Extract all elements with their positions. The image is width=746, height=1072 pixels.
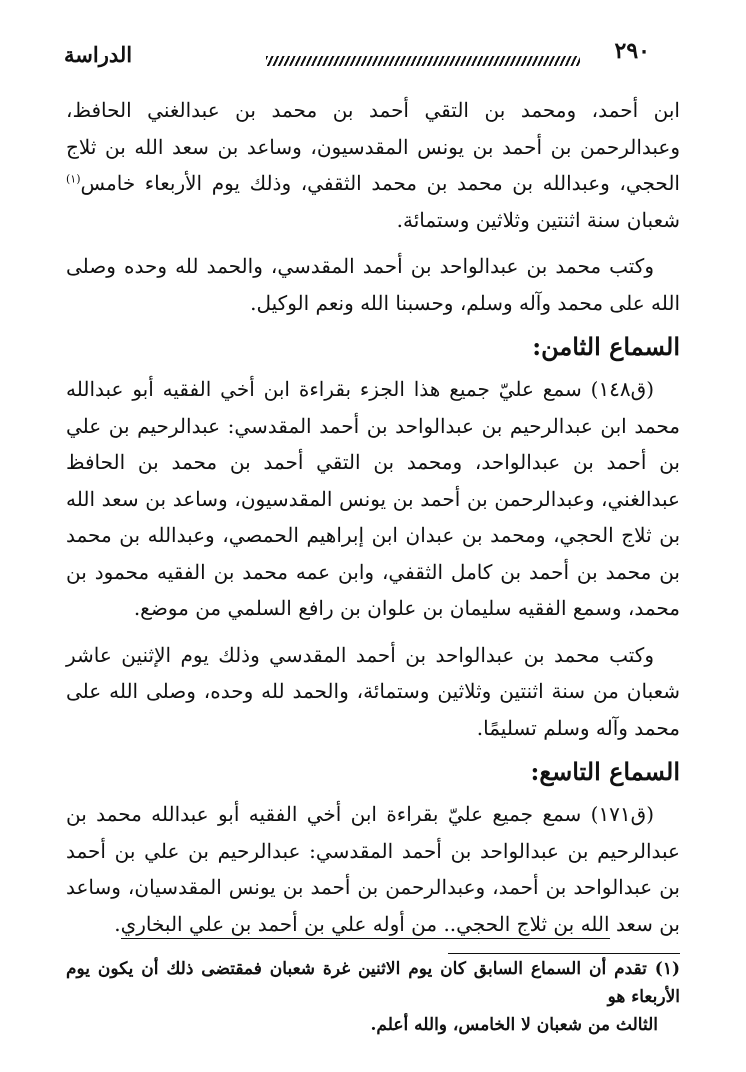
ninth-hearing-paragraph [66,796,680,942]
text-line: عبدالواحد، ومحمد بن التقي أحمد بن محمد بن الحافظ عبدالغني، وعبدالرحمن بن [66,450,680,511]
text-line: ابن إبراهيم الحمصي، وعبدالله بن محمد بن محمد بن أحمد بن كامل الثقفي، وابن [66,523,680,584]
text-line: من سنة اثنتين وثلاثين وستمائة، والحمد لله وحده، وصلى الله على محمد وآله [66,679,680,740]
footnote-divider [448,953,680,954]
section-heading-ninth-hearing: السماع التاسع: [530,757,680,786]
text-line: محمد بن محمد الثقفي، وذلك يوم الأربعاء خامس [80,171,503,195]
text-line: السلمي من موضع. [133,596,292,620]
main-text [66,92,680,942]
text-line: . [114,911,121,936]
text-line: عمه محمد بن الفقيه محمود بن محمد، وسمع الفقيه سليمان بن علوان بن رافع [66,559,680,620]
text-line: وستمائة. [396,207,470,232]
text-line: وكتب محمد بن عبدالواحد بن أحمد المقدسي، والحمد لله وحده وصلى الله [66,254,680,315]
text-line: ابن أحمد، ومحمد بن التقي أحمد بن محمد بن عبدالغني الحافظ، وعبدالرحمن بن [66,98,681,159]
eighth-hearing-paragraph [66,371,680,627]
text-line: عبدالواحد بن أحمد، وعبدالرحمن بن أحمد بن يونس المقدسيان، وساعد بن سعد [66,875,680,936]
text-line: ابن عبدالرحيم بن عبدالواحد بن أحمد المقدسي: عبدالرحيم بن علي بن أحمد بن [66,413,680,474]
footnote-line [66,955,680,1011]
text-line: عبدالرحيم بن عبدالواحد بن أحمد المقدسي: عبدالرحيم بن علي بن أحمد بن [66,838,680,899]
intro-paragraph [66,92,680,238]
page-header [64,38,650,78]
text-line: (ق١٧١) سمع جميع عليّ بقراءة ابن أخي الفقيه أبو عبدالله محمد بن [66,802,654,826]
header-hatched-rule [266,56,580,66]
text-line: (ق١٤٨) سمع عليّ جميع هذا الجزء بقراءة ابن أخي الفقيه أبو عبدالله محمد [66,377,681,438]
page-number: ٢٩٠ [614,38,650,64]
footnote [66,955,680,1039]
text-line: أحمد بن يونس المقدسيون، وساعد بن سعد الله بن ثلاج الحجي، ومحمد بن عبدان [66,486,681,547]
text-line: شعبان سنة اثنتين وثلاثين [475,207,680,232]
scribe-paragraph [66,637,680,747]
footnote-number: (١) [654,959,680,979]
section-heading-eighth-hearing: السماع الثامن: [532,332,680,361]
scribe-paragraph [66,248,680,321]
text-line: أحمد بن يونس المقدسيون، وساعد بن سعد الله بن ثلاج الحجي، وعبدالله بن [66,134,680,195]
underlined-text: الله بن ثلاج الحجي.. من أوله علي بن أحمد بن علي البخاري [121,912,610,939]
footnote-text: تقدم أن السماع السابق كان يوم الاثنين غرة شعبان فمقتضى ذلك أن يكون يوم الأربعاء هو [66,959,680,1007]
text-line: وكتب محمد بن عبدالواحد بن أحمد المقدسي وذلك يوم الإثنين عاشر شعبان [66,642,681,703]
running-head: الدراسة [64,42,133,67]
footnote-line: الثالث من شعبان لا الخامس، والله أعلم. [370,1015,658,1035]
text-line: وسلم تسليمًا. [476,715,590,740]
footnote-reference[interactable]: (١) [66,172,81,186]
text-line: على محمد وآله وسلم، وحسبنا الله ونعم الوكيل. [250,290,645,315]
